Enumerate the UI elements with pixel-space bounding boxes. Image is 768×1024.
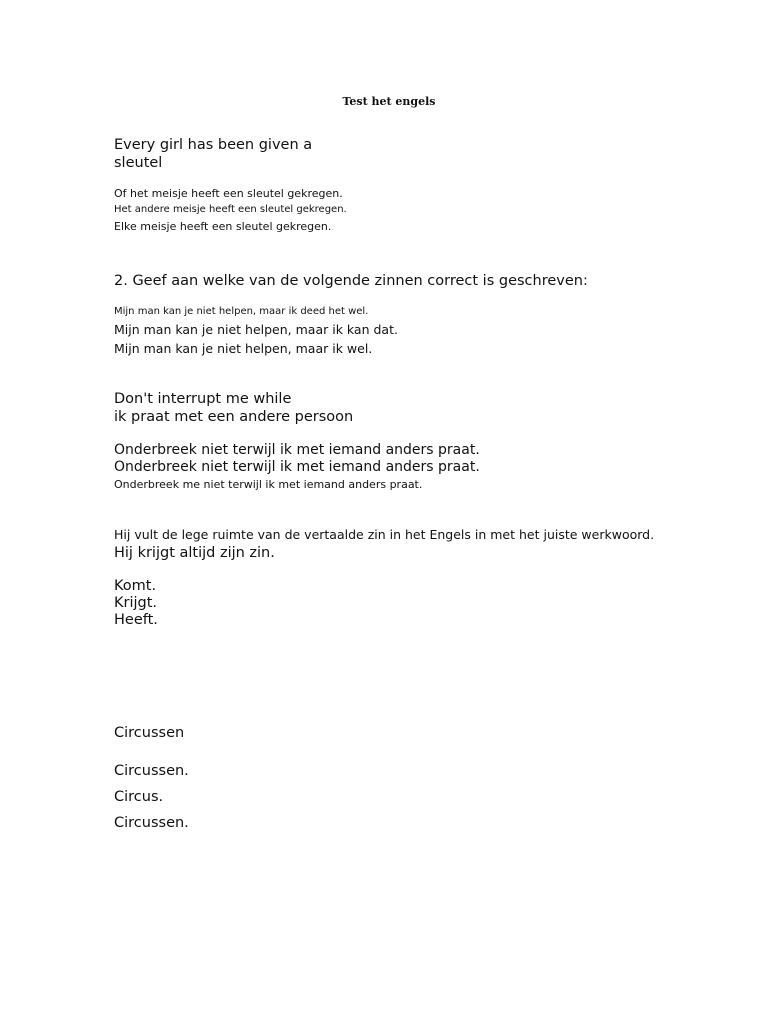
q2-options <box>114 304 734 358</box>
q1-option-1: Of het meisje heeft een sleutel gekregen. <box>114 187 343 200</box>
q5-option-3: Circussen. <box>114 815 189 831</box>
q5-prompt: Circussen <box>114 725 185 741</box>
q5-option-2: Circus. <box>114 789 164 805</box>
q4-instruction: Hij vult de lege ruimte van de vertaalde zin in het Engels in met het juiste werkwoord. <box>114 527 655 542</box>
q2-prompt: 2. Geef aan welke van de volgende zinnen correct is geschreven: <box>114 273 588 289</box>
q1-option-3: Elke meisje heeft een sleutel gekregen. <box>114 220 332 233</box>
q1-prompt-line-2: sleutel <box>114 155 163 171</box>
question-5 <box>114 724 734 742</box>
question-3 <box>114 390 734 426</box>
q3-prompt-line-1: Don't interrupt me while <box>114 391 292 407</box>
q4-sentence: Hij krijgt altijd zijn zin. <box>114 545 275 561</box>
q2-option-3: Mijn man kan je niet helpen, maar ik wel. <box>114 341 373 356</box>
q3-options <box>114 442 734 493</box>
question-4 <box>114 526 734 562</box>
q5-option-1: Circussen. <box>114 763 189 779</box>
q3-option-1: Onderbreek niet terwijl ik met iemand anders praat. <box>114 442 480 458</box>
q3-option-3: Onderbreek me niet terwijl ik met iemand anders praat. <box>114 478 423 491</box>
q2-option-1: Mijn man kan je niet helpen, maar ik deed het wel. <box>114 306 369 317</box>
q1-option-2: Het andere meisje heeft een sleutel gekregen. <box>114 204 347 215</box>
q3-prompt-line-2: ik praat met een andere persoon <box>114 409 354 425</box>
q4-option-2: Krijgt. <box>114 595 158 611</box>
q3-option-2: Onderbreek niet terwijl ik met iemand anders praat. <box>114 459 480 475</box>
q1-options <box>114 185 734 235</box>
q4-options <box>114 578 734 629</box>
document-title: Test het engels <box>342 95 436 108</box>
question-2 <box>114 272 734 290</box>
q1-prompt-line-1: Every girl has been given a <box>114 137 313 153</box>
question-1 <box>114 136 734 172</box>
q5-options <box>114 758 734 836</box>
q2-option-2: Mijn man kan je niet helpen, maar ik kan dat. <box>114 322 398 337</box>
q4-option-1: Komt. <box>114 578 157 594</box>
q4-option-3: Heeft. <box>114 612 158 628</box>
